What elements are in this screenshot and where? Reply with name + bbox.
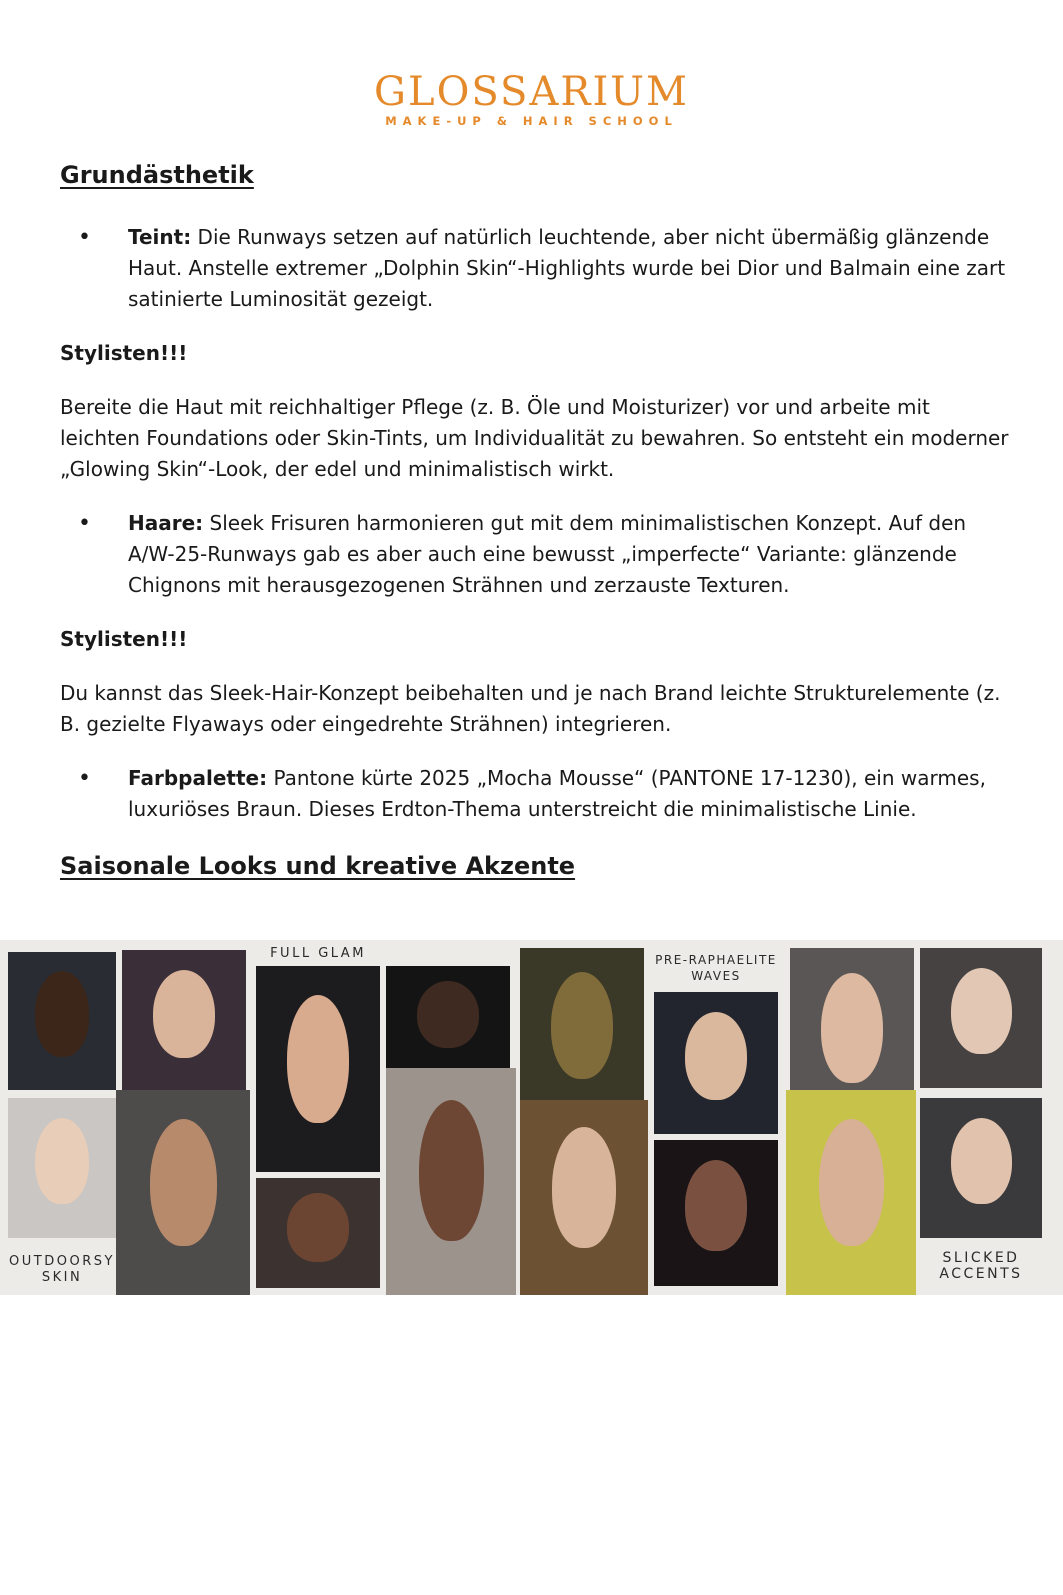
bullet-teint — [60, 222, 1010, 315]
collage-photo — [520, 948, 644, 1120]
bullet-dot: • — [78, 511, 91, 536]
caption-slicked-accents: SLICKED ACCENTS — [939, 1250, 1023, 1282]
collage-photo — [386, 1068, 516, 1295]
stylist-label: Stylisten!!! — [60, 341, 188, 365]
collage-photo — [654, 992, 778, 1134]
bullet-term: Teint: — [128, 225, 192, 249]
collage-photo — [8, 952, 116, 1090]
bullet-term: Farbpalette: — [128, 766, 268, 790]
caption-full-glam: FULL GLAM — [270, 946, 366, 961]
caption-outdoorsy-skin: OUTDOORSY SKIN — [9, 1254, 115, 1285]
collage-photo — [116, 1090, 250, 1295]
bullet-haare — [60, 508, 1010, 601]
collage-photo — [386, 966, 510, 1074]
logo-subtitle: MAKE-UP & HAIR SCHOOL — [385, 114, 678, 128]
bullet-text: Die Runways setzen auf natürlich leuchtende, aber nicht übermäßig glänzende Haut. Anstelle extremer „Dolphin Skin“-Highlights wurde bei Dior und Balmain eine zart satinierte Luminosität gezeigt. — [128, 225, 1006, 311]
stylist-text: Bereite die Haut mit reichhaltiger Pflege (z. B. Öle und Moisturizer) vor und arbeite mit leichten Foundations oder Skin-Tints, um Individualität zu bewahren. So entsteht ein moderner „Glowing Skin“-Look, der edel und minimalistisch wirkt. — [60, 395, 1009, 481]
bullet-farbpalette — [60, 763, 1010, 825]
collage-photo — [122, 950, 246, 1092]
caption-pre-raphaelite-waves: PRE-RAPHAELITE WAVES — [655, 953, 777, 983]
heading-grundaesthetik: Grundästhetik — [60, 161, 254, 189]
article-body — [60, 158, 1010, 883]
heading-saisonale-looks: Saisonale Looks und kreative Akzente — [60, 852, 576, 880]
collage-photo — [520, 1100, 648, 1295]
collage-photo — [786, 1090, 916, 1295]
collage-photo — [920, 948, 1042, 1088]
bullet-text: Pantone kürte 2025 „Mocha Mousse“ (PANTONE 17-1230), ein warmes, luxuriöses Braun. Dieses Erdton-Thema unterstreicht die minimalistische Linie. — [128, 766, 986, 821]
stylist-text: Du kannst das Sleek-Hair-Konzept beibehalten und je nach Brand leichte Strukturelemente (z. B. gezielte Flyaways oder eingedrehte Strähnen) integrieren. — [60, 681, 1001, 736]
bullet-dot: • — [78, 225, 91, 250]
bullet-text: Sleek Frisuren harmonieren gut mit dem minimalistischen Konzept. Auf den A/W-25-Runways gab es aber auch eine bewusst „imperfecte“ Variante: glänzende Chignons mit herausgezogenen Strähnen und zerzauste Texturen. — [128, 511, 967, 597]
runway-collage — [0, 940, 1063, 1295]
bullet-term: Haare: — [128, 511, 204, 535]
bullet-dot: • — [78, 766, 91, 791]
school-logo — [0, 70, 1063, 128]
logo-title: GLOSSARIUM — [374, 69, 689, 115]
collage-photo — [654, 1140, 778, 1286]
collage-photo — [920, 1098, 1042, 1238]
collage-photo — [256, 1178, 380, 1288]
collage-photo — [8, 1098, 116, 1238]
stylist-label: Stylisten!!! — [60, 627, 188, 651]
collage-photo — [256, 966, 380, 1172]
